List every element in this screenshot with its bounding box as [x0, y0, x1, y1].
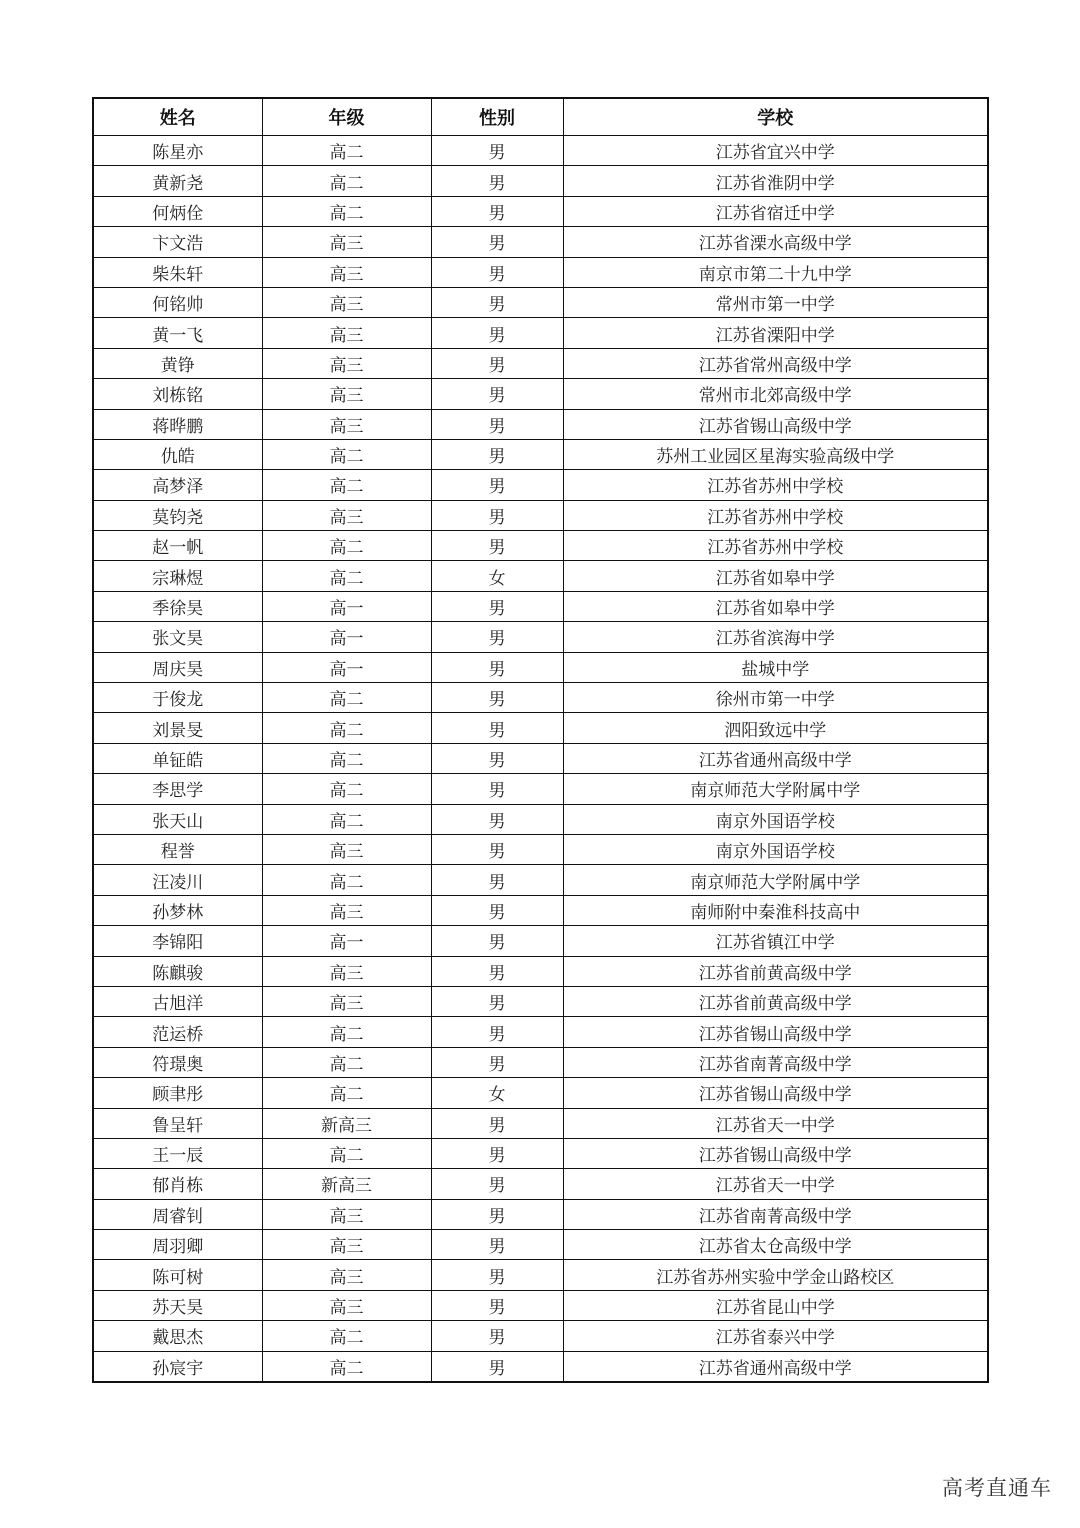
- cell-school: 南京师范大学附属中学: [563, 774, 988, 804]
- cell-grade: 高三: [262, 348, 431, 378]
- cell-school: 南京外国语学校: [563, 834, 988, 864]
- cell-gender: 男: [431, 1017, 563, 1047]
- cell-name: 周庆昊: [93, 652, 262, 682]
- cell-gender: 男: [431, 865, 563, 895]
- cell-school: 江苏省常州高级中学: [563, 348, 988, 378]
- cell-school: 江苏省淮阴中学: [563, 166, 988, 196]
- table-row: [93, 409, 988, 439]
- table-row: [93, 1321, 988, 1351]
- table-row: [93, 804, 988, 834]
- header-name: 姓名: [93, 98, 262, 136]
- cell-name: 黄新尧: [93, 166, 262, 196]
- table-row: [93, 166, 988, 196]
- cell-name: 郁肖栋: [93, 1169, 262, 1199]
- cell-gender: 男: [431, 166, 563, 196]
- table-row: [93, 1290, 988, 1320]
- table-row: [93, 500, 988, 530]
- cell-name: 李思学: [93, 774, 262, 804]
- table-row: [93, 652, 988, 682]
- cell-grade: 高三: [262, 1260, 431, 1290]
- table-row: [93, 561, 988, 591]
- cell-grade: 高三: [262, 1199, 431, 1229]
- cell-name: 汪凌川: [93, 865, 262, 895]
- header-school: 学校: [563, 98, 988, 136]
- cell-grade: 高二: [262, 1351, 431, 1382]
- cell-grade: 高三: [262, 409, 431, 439]
- table-row: [93, 1138, 988, 1168]
- cell-school: 江苏省宜兴中学: [563, 136, 988, 166]
- header-grade: 年级: [262, 98, 431, 136]
- cell-grade: 高二: [262, 166, 431, 196]
- cell-name: 陈可树: [93, 1260, 262, 1290]
- cell-grade: 高二: [262, 1138, 431, 1168]
- table-row: [93, 895, 988, 925]
- table-row: [93, 287, 988, 317]
- cell-name: 仇皓: [93, 439, 262, 469]
- cell-gender: 女: [431, 561, 563, 591]
- cell-school: 江苏省前黄高级中学: [563, 986, 988, 1016]
- header-row: [93, 98, 988, 136]
- cell-name: 黄一飞: [93, 318, 262, 348]
- cell-name: 鲁呈轩: [93, 1108, 262, 1138]
- cell-school: 江苏省天一中学: [563, 1169, 988, 1199]
- cell-school: 南师附中秦淮科技高中: [563, 895, 988, 925]
- cell-school: 江苏省通州高级中学: [563, 743, 988, 773]
- cell-gender: 男: [431, 500, 563, 530]
- cell-school: 江苏省苏州实验中学金山路校区: [563, 1260, 988, 1290]
- cell-name: 何铭帅: [93, 287, 262, 317]
- table-row: [93, 439, 988, 469]
- cell-grade: 高二: [262, 713, 431, 743]
- cell-grade: 高三: [262, 318, 431, 348]
- table-row: [93, 257, 988, 287]
- cell-name: 何炳佺: [93, 196, 262, 226]
- cell-school: 江苏省滨海中学: [563, 622, 988, 652]
- cell-name: 于俊龙: [93, 683, 262, 713]
- cell-grade: 高二: [262, 1047, 431, 1077]
- table-header: [93, 98, 988, 136]
- table-row: [93, 1169, 988, 1199]
- table-body: [93, 136, 988, 1383]
- table-row: [93, 136, 988, 166]
- cell-school: 江苏省溧水高级中学: [563, 227, 988, 257]
- table-row: [93, 865, 988, 895]
- cell-gender: 男: [431, 1260, 563, 1290]
- cell-gender: 男: [431, 348, 563, 378]
- cell-school: 江苏省苏州中学校: [563, 470, 988, 500]
- cell-grade: 高二: [262, 804, 431, 834]
- table-row: [93, 1078, 988, 1108]
- table-row: [93, 743, 988, 773]
- cell-gender: 男: [431, 986, 563, 1016]
- table-row: [93, 379, 988, 409]
- cell-name: 陈麒骏: [93, 956, 262, 986]
- table-row: [93, 348, 988, 378]
- table-row: [93, 1047, 988, 1077]
- cell-school: 江苏省锡山高级中学: [563, 1078, 988, 1108]
- cell-gender: 男: [431, 804, 563, 834]
- cell-gender: 男: [431, 895, 563, 925]
- cell-gender: 男: [431, 1138, 563, 1168]
- cell-school: 江苏省宿迁中学: [563, 196, 988, 226]
- cell-gender: 男: [431, 591, 563, 621]
- cell-gender: 男: [431, 956, 563, 986]
- cell-school: 苏州工业园区星海实验高级中学: [563, 439, 988, 469]
- cell-grade: 新高三: [262, 1169, 431, 1199]
- cell-gender: 男: [431, 409, 563, 439]
- cell-gender: 男: [431, 287, 563, 317]
- cell-name: 孙梦林: [93, 895, 262, 925]
- cell-grade: 高二: [262, 683, 431, 713]
- cell-name: 高梦泽: [93, 470, 262, 500]
- cell-gender: 男: [431, 1169, 563, 1199]
- cell-grade: 新高三: [262, 1108, 431, 1138]
- cell-name: 莫钧尧: [93, 500, 262, 530]
- table-row: [93, 196, 988, 226]
- table-row: [93, 1230, 988, 1260]
- cell-school: 徐州市第一中学: [563, 683, 988, 713]
- cell-gender: 男: [431, 1290, 563, 1320]
- cell-gender: 男: [431, 318, 563, 348]
- cell-school: 江苏省天一中学: [563, 1108, 988, 1138]
- table-row: [93, 531, 988, 561]
- watermark: 高考直通车: [942, 1476, 1052, 1500]
- cell-name: 周睿钊: [93, 1199, 262, 1229]
- cell-gender: 男: [431, 439, 563, 469]
- cell-grade: 高三: [262, 379, 431, 409]
- cell-school: 江苏省锡山高级中学: [563, 1138, 988, 1168]
- cell-grade: 高二: [262, 470, 431, 500]
- cell-school: 江苏省如皋中学: [563, 591, 988, 621]
- cell-school: 泗阳致远中学: [563, 713, 988, 743]
- cell-grade: 高二: [262, 531, 431, 561]
- cell-gender: 男: [431, 926, 563, 956]
- cell-grade: 高二: [262, 1078, 431, 1108]
- cell-name: 李锦阳: [93, 926, 262, 956]
- cell-name: 蒋晔鹏: [93, 409, 262, 439]
- cell-name: 程誉: [93, 834, 262, 864]
- table-row: [93, 622, 988, 652]
- cell-name: 单钲皓: [93, 743, 262, 773]
- table-row: [93, 713, 988, 743]
- table-row: [93, 926, 988, 956]
- cell-school: 江苏省苏州中学校: [563, 500, 988, 530]
- cell-school: 常州市第一中学: [563, 287, 988, 317]
- header-gender: 性别: [431, 98, 563, 136]
- cell-name: 范运桥: [93, 1017, 262, 1047]
- cell-gender: 男: [431, 834, 563, 864]
- cell-name: 黄铮: [93, 348, 262, 378]
- cell-name: 苏天昊: [93, 1290, 262, 1320]
- cell-grade: 高二: [262, 136, 431, 166]
- cell-grade: 高三: [262, 956, 431, 986]
- cell-name: 孙宸宇: [93, 1351, 262, 1382]
- cell-gender: 男: [431, 257, 563, 287]
- cell-school: 盐城中学: [563, 652, 988, 682]
- cell-grade: 高二: [262, 743, 431, 773]
- table-row: [93, 683, 988, 713]
- cell-gender: 男: [431, 1321, 563, 1351]
- roster-table: [92, 97, 989, 1383]
- cell-gender: 男: [431, 774, 563, 804]
- table-row: [93, 1351, 988, 1382]
- cell-gender: 男: [431, 1351, 563, 1382]
- cell-name: 柴朱轩: [93, 257, 262, 287]
- table-row: [93, 774, 988, 804]
- cell-gender: 女: [431, 1078, 563, 1108]
- cell-name: 陈星亦: [93, 136, 262, 166]
- cell-name: 顾聿彤: [93, 1078, 262, 1108]
- cell-grade: 高三: [262, 834, 431, 864]
- cell-name: 张文昊: [93, 622, 262, 652]
- cell-name: 刘栋铭: [93, 379, 262, 409]
- cell-gender: 男: [431, 470, 563, 500]
- cell-name: 王一辰: [93, 1138, 262, 1168]
- cell-grade: 高二: [262, 1321, 431, 1351]
- cell-grade: 高二: [262, 196, 431, 226]
- cell-grade: 高三: [262, 227, 431, 257]
- cell-gender: 男: [431, 683, 563, 713]
- table-row: [93, 470, 988, 500]
- table-row: [93, 1260, 988, 1290]
- cell-school: 江苏省南菁高级中学: [563, 1199, 988, 1229]
- cell-school: 江苏省如皋中学: [563, 561, 988, 591]
- cell-school: 江苏省镇江中学: [563, 926, 988, 956]
- cell-name: 卞文浩: [93, 227, 262, 257]
- cell-grade: 高三: [262, 287, 431, 317]
- roster-sheet: [92, 97, 987, 1383]
- table-row: [93, 318, 988, 348]
- cell-grade: 高二: [262, 774, 431, 804]
- cell-gender: 男: [431, 713, 563, 743]
- cell-gender: 男: [431, 531, 563, 561]
- cell-school: 江苏省苏州中学校: [563, 531, 988, 561]
- cell-name: 周羽卿: [93, 1230, 262, 1260]
- cell-grade: 高一: [262, 622, 431, 652]
- cell-grade: 高一: [262, 652, 431, 682]
- cell-gender: 男: [431, 136, 563, 166]
- cell-grade: 高一: [262, 591, 431, 621]
- cell-school: 南京师范大学附属中学: [563, 865, 988, 895]
- table-row: [93, 834, 988, 864]
- cell-school: 南京市第二十九中学: [563, 257, 988, 287]
- table-row: [93, 956, 988, 986]
- table-row: [93, 1017, 988, 1047]
- cell-school: 常州市北郊高级中学: [563, 379, 988, 409]
- cell-grade: 高一: [262, 926, 431, 956]
- cell-school: 江苏省溧阳中学: [563, 318, 988, 348]
- cell-grade: 高二: [262, 439, 431, 469]
- cell-gender: 男: [431, 1108, 563, 1138]
- cell-school: 江苏省前黄高级中学: [563, 956, 988, 986]
- cell-name: 季徐昊: [93, 591, 262, 621]
- cell-school: 江苏省泰兴中学: [563, 1321, 988, 1351]
- cell-gender: 男: [431, 1199, 563, 1229]
- cell-gender: 男: [431, 227, 563, 257]
- cell-name: 刘景旻: [93, 713, 262, 743]
- cell-grade: 高二: [262, 561, 431, 591]
- cell-grade: 高三: [262, 500, 431, 530]
- cell-gender: 男: [431, 622, 563, 652]
- cell-name: 古旭洋: [93, 986, 262, 1016]
- cell-gender: 男: [431, 1047, 563, 1077]
- cell-grade: 高三: [262, 986, 431, 1016]
- cell-grade: 高二: [262, 1017, 431, 1047]
- cell-name: 宗琳煜: [93, 561, 262, 591]
- cell-school: 江苏省南菁高级中学: [563, 1047, 988, 1077]
- cell-gender: 男: [431, 652, 563, 682]
- cell-name: 张天山: [93, 804, 262, 834]
- cell-gender: 男: [431, 196, 563, 226]
- cell-gender: 男: [431, 379, 563, 409]
- table-row: [93, 986, 988, 1016]
- table-row: [93, 1199, 988, 1229]
- cell-grade: 高三: [262, 257, 431, 287]
- cell-gender: 男: [431, 743, 563, 773]
- cell-grade: 高三: [262, 1290, 431, 1320]
- cell-name: 赵一帆: [93, 531, 262, 561]
- cell-name: 戴思杰: [93, 1321, 262, 1351]
- cell-grade: 高三: [262, 895, 431, 925]
- table-row: [93, 227, 988, 257]
- cell-gender: 男: [431, 1230, 563, 1260]
- cell-school: 江苏省锡山高级中学: [563, 1017, 988, 1047]
- cell-school: 江苏省太仓高级中学: [563, 1230, 988, 1260]
- cell-school: 江苏省通州高级中学: [563, 1351, 988, 1382]
- cell-name: 符璟奥: [93, 1047, 262, 1077]
- table-row: [93, 591, 988, 621]
- cell-grade: 高二: [262, 865, 431, 895]
- cell-school: 南京外国语学校: [563, 804, 988, 834]
- table-row: [93, 1108, 988, 1138]
- cell-school: 江苏省锡山高级中学: [563, 409, 988, 439]
- cell-grade: 高三: [262, 1230, 431, 1260]
- cell-school: 江苏省昆山中学: [563, 1290, 988, 1320]
